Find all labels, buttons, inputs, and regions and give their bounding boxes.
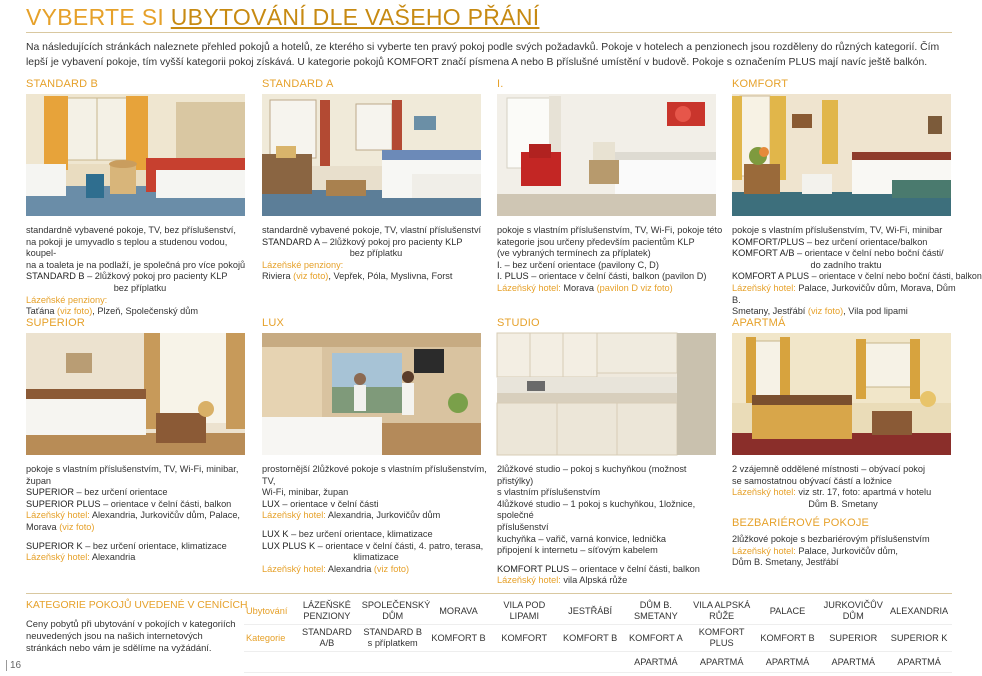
hotel-names: Palace, Jurkovičův dům, [798, 545, 898, 556]
desc-line [497, 260, 725, 272]
desc-text: – bez určení orientace (pavilony C, D) [502, 259, 659, 270]
desc-line: Wi-Fi, minibar, župan [262, 487, 349, 498]
table-cell: VILA POD LIPAMI [491, 598, 557, 625]
category-label-lux: LUX [262, 317, 284, 329]
footer-note: Ceny pobytů při ubytování v pokojích v kategoriích neuvedených jsou na našich internetových stránkách nebo vám je sdělíme na vyžádání. [26, 618, 236, 653]
photo-apartma [732, 333, 951, 455]
table-cell: STANDARD A/B [294, 625, 360, 652]
hotel-name: Morava [563, 282, 595, 293]
table-cell: KOMFORT PLUS [689, 625, 755, 652]
desc-text: – orientace v čelní části, balkon [569, 563, 700, 574]
desc-line [26, 271, 254, 283]
desc-line: 2 vzájemně oddělené místnosti – obývací pokoj [732, 464, 926, 474]
table-cell: APARTMÁ [820, 652, 886, 673]
desc-line: 4lůžkové studio – 1 pokoj s kuchyňkou, 1ložnice, společné [497, 498, 696, 521]
table-row [244, 625, 952, 652]
page-number: 16 [6, 660, 21, 671]
desc-line: kategorie jsou určeny především pacientům KLP [497, 236, 695, 247]
desc-line [732, 487, 954, 499]
desc-hotel-label: Lázeňské penziony: [262, 259, 344, 270]
description-standard-b [26, 225, 254, 318]
desc-line [497, 564, 725, 576]
table-cell: LÁZEŇSKÉ PENZIONY [294, 598, 360, 625]
table-cell [491, 652, 557, 673]
table-cell: APARTMÁ [886, 652, 952, 673]
desc-text: – bez určení orientace [74, 487, 168, 498]
desc-line: na pokoji je umyvadlo s teplou a studenou vodou, koupel- [26, 236, 228, 259]
table-cell [244, 652, 294, 673]
category-code: LUX [262, 498, 280, 509]
row-header-accommodation: Ubytování [244, 598, 294, 625]
hotel-name: vila Alpská růže [563, 575, 628, 586]
spacer [262, 522, 490, 529]
table-cell: APARTMÁ [623, 652, 689, 673]
desc-hotel-label: Lázeňský hotel: [262, 563, 328, 574]
desc-line: s vlastním příslušenstvím [497, 487, 601, 498]
desc-line [497, 271, 725, 283]
desc-line [26, 541, 254, 553]
table-row [244, 598, 952, 625]
desc-line: připojení k internetu – síťovým kabelem [497, 545, 658, 556]
table-cell [426, 652, 492, 673]
hotel-name: Morava [26, 521, 57, 532]
category-code: I. [497, 259, 503, 270]
desc-text: – orientace v čelní části, balkon [100, 498, 232, 509]
category-label-studio: STUDIO [497, 317, 540, 329]
desc-line [732, 271, 982, 283]
desc-hotel-label: Lázeňský hotel: [497, 575, 564, 586]
spacer [497, 557, 725, 564]
desc-line: na a toaleta je na podlaží, je společná pro více pokojů [26, 259, 246, 270]
category-code: LUX K [262, 528, 289, 539]
category-label-superior: SUPERIOR [26, 317, 86, 329]
footer-title: KATEGORIE POKOJŮ UVEDENÉ V CENÍCÍCH [26, 600, 248, 611]
desc-line: bez příplatku [113, 282, 167, 293]
desc-text: – orientace v čelní nebo boční části, balkon [809, 271, 982, 282]
desc-text: – bez určení orientace/balkon [804, 236, 928, 247]
category-code: LUX PLUS K [262, 540, 316, 551]
desc-hotel-label: Lázeňský hotel: [732, 545, 799, 556]
category-code: SUPERIOR K [26, 540, 83, 551]
category-label-komfort: KOMFORT [732, 78, 789, 90]
desc-text: – bez určení orientace, klimatizace [288, 528, 433, 539]
hotel-name: Alexandria [327, 563, 372, 574]
description-superior [26, 464, 254, 564]
photo-komfort [732, 94, 951, 216]
table-cell: SUPERIOR [820, 625, 886, 652]
category-label-apartma: APARTMÁ [732, 317, 786, 329]
category-label-first: I. [497, 78, 504, 90]
desc-line: Dům B. Smetany, Jestřábí [732, 557, 839, 568]
hotel-name: Alexandria [91, 552, 136, 563]
photo-note: (pavilon D viz foto) [594, 282, 673, 293]
desc-text: – bez určení orientace, klimatizace [82, 540, 227, 551]
description-lux [262, 464, 490, 575]
category-code: KOMFORT A/B [732, 248, 795, 259]
table-cell: APARTMÁ [689, 652, 755, 673]
desc-line [262, 564, 490, 576]
hotel-names: Smetany, Jestřábí [732, 306, 806, 317]
category-code: SUPERIOR [26, 487, 74, 498]
table-cell: ALEXANDRIA [886, 598, 952, 625]
desc-line [26, 510, 254, 522]
desc-hotel-label: Lázeňský hotel: [497, 282, 564, 293]
hotel-names: Alexandria, Jurkovičův dům [327, 510, 441, 521]
hotel-name: Taťána [26, 306, 55, 317]
category-code: KOMFORT A PLUS [732, 271, 810, 282]
category-code: STANDARD B [26, 271, 85, 282]
category-code: SUPERIOR PLUS [26, 498, 101, 509]
category-code: KOMFORT PLUS [497, 563, 570, 574]
category-label-standard-a: STANDARD A [262, 78, 334, 90]
page-title-highlight: UBYTOVÁNÍ DLE VAŠEHO PŘÁNÍ [170, 4, 540, 30]
description-studio [497, 464, 725, 587]
table-cell: SUPERIOR K [886, 625, 952, 652]
photo-note: (viz foto) [54, 306, 93, 317]
hotel-name: Riviera [262, 271, 291, 282]
desc-hotel-label: Lázeňský hotel: [262, 510, 328, 521]
desc-line [262, 510, 490, 522]
table-cell [294, 652, 360, 673]
desc-line [497, 575, 725, 587]
desc-text: – 2lůžkový pokoj pro pacienty KLP [319, 236, 463, 247]
desc-text: – orientace v čelní nebo boční části/ [794, 248, 944, 259]
desc-line [262, 499, 490, 511]
desc-line: příslušenství [497, 521, 549, 532]
table-cell [557, 652, 623, 673]
desc-line: pokoje s vlastním příslušenstvím, TV, Wi-Fi, pokoje této [497, 225, 723, 235]
desc-line [262, 271, 490, 283]
desc-line [26, 306, 254, 318]
desc-line: prostornější 2lůžkové pokoje s vlastním příslušenstvím, TV, [262, 464, 487, 486]
desc-hotel-label: Lázeňský hotel: [732, 487, 799, 498]
table-row [244, 652, 952, 673]
desc-line: standardně vybavené pokoje, TV, vlastní příslušenství [262, 225, 482, 235]
desc-line: Dům B. Smetany [808, 498, 878, 509]
desc-line: bez příplatku [349, 248, 403, 259]
table-cell: STANDARD B s příplatkem [360, 625, 426, 652]
row-header-category: Kategorie [244, 625, 294, 652]
spacer [26, 534, 254, 541]
desc-line [26, 499, 254, 511]
desc-line: pokoje s vlastním příslušenstvím, TV, Wi-Fi, minibar, župan [26, 464, 239, 486]
desc-line [26, 487, 254, 499]
photo-lux [262, 333, 481, 455]
hotel-names: , Plzeň, Společenský dům [92, 306, 198, 317]
price-category-table [244, 598, 952, 673]
desc-line: kuchyňka – vařič, varná konvice, lednička [497, 533, 667, 544]
desc-line [732, 546, 954, 558]
page-title [26, 4, 539, 31]
desc-text: – 2lůžkový pokoj pro pacienty KLP [84, 271, 228, 282]
table-cell: KOMFORT A [623, 625, 689, 652]
desc-line [262, 237, 490, 249]
desc-line: (ve vybraných termínech za příplatek) [497, 248, 651, 259]
desc-text: – orientace v čelní části, balkon (pavilon D) [528, 271, 707, 282]
hotel-names: Palace, Jurkovičův dům, Morava, Dům B. [732, 282, 956, 305]
photo-note: (viz foto) [56, 521, 95, 532]
category-code: STANDARD A [262, 236, 320, 247]
hotel-names: , Vepřek, Póla, Myslivna, Forst [328, 271, 453, 282]
table-cell: SPOLEČENSKÝ DŮM [360, 598, 426, 625]
category-code: KOMFORT/PLUS [732, 236, 805, 247]
photo-studio [497, 333, 716, 455]
barrier-free-title: BEZBARIÉROVÉ POKOJE [732, 517, 870, 530]
desc-line [732, 283, 960, 306]
description-apartma [732, 464, 954, 569]
page-title-prefix: VYBERTE SI [26, 4, 171, 30]
table-cell: VILA ALPSKÁ RŮŽE [689, 598, 755, 625]
table-cell: KOMFORT B [426, 625, 492, 652]
table-cell: KOMFORT B [755, 625, 821, 652]
table-cell: KOMFORT B [557, 625, 623, 652]
desc-hotel-label: Lázeňský hotel: [26, 552, 92, 563]
desc-line: do zadního traktu [810, 259, 882, 270]
desc-line: standardně vybavené pokoje, TV, bez příslušenství, [26, 225, 236, 235]
desc-line [732, 237, 960, 249]
desc-text: viz str. 17, foto: apartmá v hotelu [798, 487, 932, 498]
desc-line [262, 529, 490, 541]
intro-paragraph: Na následujících stránkách naleznete přehled pokojů a hotelů, ze kterého si vyberte ten pravý pokoj podle svých požadavků. Pokoje v hotelech a penzionech jsou rozděleny do různých kategorií. Čím lepší je vybavení pokoje, tím vyšší kategorii pokoj získává. U kategorie pokojů KOMFORT značí písmena A nebo B příslušné umístění v budově. Pokoje s označením PLUS mají navíc ještě balkón. [26, 42, 940, 68]
desc-line: se samostatnou obývací částí a ložnice [732, 475, 892, 486]
desc-line [732, 306, 960, 318]
desc-line [262, 541, 490, 553]
desc-line: 2lůžkové pokoje s bezbariérovým příslušenstvím [732, 533, 930, 544]
desc-line [732, 248, 960, 260]
desc-line: klimatizace [353, 552, 399, 563]
title-divider [26, 32, 952, 33]
photo-standard-a [262, 94, 481, 216]
table-cell: MORAVA [426, 598, 492, 625]
table-cell: PALACE [755, 598, 821, 625]
category-code: I. PLUS [497, 271, 529, 282]
photo-first [497, 94, 716, 216]
desc-line [497, 283, 725, 295]
description-standard-a [262, 225, 490, 283]
desc-hotel-label: Lázeňský hotel: [732, 282, 799, 293]
hotel-names: Alexandria, Jurkovičův dům, Palace, [91, 510, 240, 521]
desc-line: 2lůžkové studio – pokoj s kuchyňkou (možnost přistýlky) [497, 464, 687, 486]
table-cell: APARTMÁ [755, 652, 821, 673]
table-cell: JURKOVIČŮV DŮM [820, 598, 886, 625]
desc-hotel-label: Lázeňský hotel: [26, 510, 92, 521]
description-first [497, 225, 725, 295]
footer-divider [26, 593, 952, 594]
photo-note: (viz foto) [290, 271, 329, 282]
desc-text: – orientace v čelní části [279, 498, 379, 509]
desc-line: pokoje s vlastním příslušenstvím, TV, Wi-Fi, minibar [732, 225, 943, 235]
desc-hotel-label: Lázeňské penziony: [26, 294, 108, 305]
category-label-standard-b: STANDARD B [26, 78, 99, 90]
table-cell: DŮM B. SMETANY [623, 598, 689, 625]
table-cell: KOMFORT [491, 625, 557, 652]
table-cell: JESTŘÁBÍ [557, 598, 623, 625]
table-cell [360, 652, 426, 673]
photo-standard-b [26, 94, 245, 216]
description-komfort [732, 225, 982, 318]
photo-note: (viz foto) [805, 306, 844, 317]
photo-superior [26, 333, 245, 455]
photo-note: (viz foto) [371, 563, 410, 574]
hotel-names: , Vila pod lipami [843, 306, 908, 317]
desc-line [26, 552, 254, 564]
desc-line [26, 522, 254, 534]
desc-text: – orientace v čelní části, 4. patro, terasa, [315, 540, 484, 551]
